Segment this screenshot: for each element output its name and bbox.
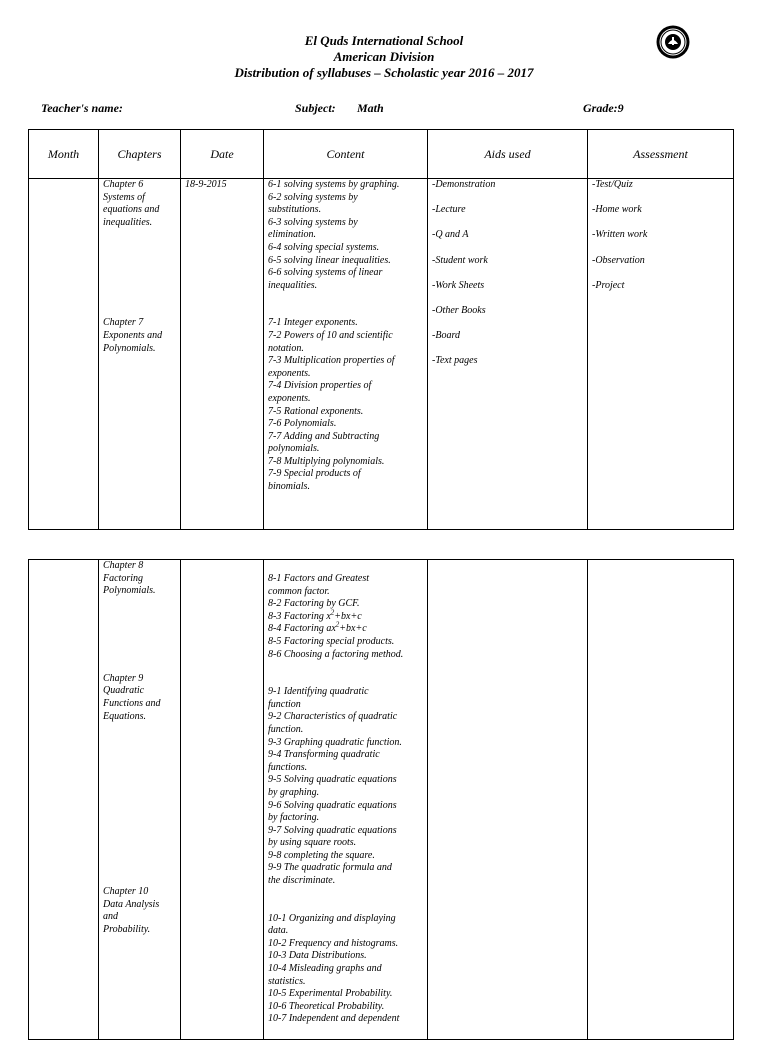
month-cell <box>29 179 99 530</box>
content-line: 7-4 Division properties of <box>268 380 372 392</box>
syllabus-table-2 <box>28 559 734 1040</box>
content-line: 7-2 Powers of 10 and scientific <box>268 329 393 341</box>
column-header-assessment: Assessment <box>588 130 734 179</box>
content-line: 10-3 Data Distributions. <box>268 950 367 962</box>
content-line: function <box>268 698 301 710</box>
content-line: 6-2 solving systems by <box>268 191 358 203</box>
month-cell <box>29 560 99 1040</box>
subject-value: Math <box>357 101 384 115</box>
content-line: 8-5 Factoring special products. <box>268 635 395 647</box>
content-cell <box>264 179 428 530</box>
column-header-chapters: Chapters <box>99 130 181 179</box>
syllabus-table-1 <box>28 129 734 530</box>
content-line: 6-6 solving systems of linear <box>268 267 383 279</box>
school-name: El Quds International School <box>304 33 464 48</box>
chapter-9 <box>103 673 176 723</box>
content-line: 10-6 Theoretical Probability. <box>268 1000 385 1012</box>
chapter-6 <box>103 179 176 229</box>
content-chapter-8 <box>268 573 423 661</box>
content-line: 9-5 Solving quadratic equations <box>268 774 397 786</box>
chapter-line: equations and <box>103 204 160 216</box>
chapter-line: Chapter 8 <box>103 560 144 571</box>
grade-label: Grade:9 <box>583 101 624 115</box>
content-line: 10-1 Organizing and displaying <box>268 912 396 924</box>
content-line: statistics. <box>268 975 306 987</box>
assessment-item: -Home work <box>592 204 642 216</box>
chapter-line: Chapter 6 <box>103 179 144 190</box>
content-line: 7-7 Adding and Subtracting <box>268 430 380 442</box>
content-line: exponents. <box>268 392 311 404</box>
chapter-line: Systems of <box>103 191 145 203</box>
content-line: functions. <box>268 761 308 773</box>
chapter-10 <box>103 886 176 936</box>
date-cell <box>181 179 264 530</box>
column-header-date: Date <box>181 130 264 179</box>
aid-item: -Lecture <box>432 204 466 216</box>
aid-item: -Text pages <box>432 355 478 367</box>
content-line: by using square roots. <box>268 837 357 849</box>
content-line: 7-1 Integer exponents. <box>268 317 358 329</box>
chapter-line: Equations. <box>103 710 147 722</box>
content-chapter-7 <box>268 317 423 493</box>
assessment-item: -Observation <box>592 254 645 266</box>
table-row <box>29 560 734 1040</box>
content-line: 9-8 completing the square. <box>268 849 375 861</box>
column-header-content: Content <box>264 130 428 179</box>
content-line: 8-6 Choosing a factoring method. <box>268 648 404 660</box>
chapter-line: inequalities. <box>103 216 153 228</box>
content-line: 10-5 Experimental Probability. <box>268 988 393 1000</box>
content-line: by graphing. <box>268 786 320 798</box>
content-text: +bx+c <box>334 610 362 622</box>
aid-item: -Q and A <box>432 229 469 241</box>
content-line: common factor. <box>268 585 330 597</box>
content-line <box>268 623 423 636</box>
content-line: binomials. <box>268 481 310 493</box>
subject-label: Subject: <box>295 101 336 115</box>
assessment-cell <box>588 560 734 1040</box>
chapters-cell <box>99 179 181 530</box>
content-line: 9-3 Graphing quadratic function. <box>268 736 402 748</box>
content-line: notation. <box>268 342 304 354</box>
assessment-item: -Test/Quiz <box>592 179 633 190</box>
aid-item: -Board <box>432 330 460 342</box>
content-line: 7-8 Multiplying polynomials. <box>268 455 385 467</box>
content-line: by factoring. <box>268 812 320 824</box>
chapter-line: Factoring <box>103 572 143 584</box>
content-line: 7-9 Special products of <box>268 468 361 480</box>
assessment-cell <box>588 179 734 530</box>
chapter-line: Probability. <box>103 923 151 935</box>
content-line: 10-4 Misleading graphs and <box>268 963 382 975</box>
column-header-month: Month <box>29 130 99 179</box>
content-line: polynomials. <box>268 443 320 455</box>
chapter-line: Polynomials. <box>103 342 156 354</box>
exponent: 2 <box>330 608 335 617</box>
content-line: 6-1 solving systems by graphing. <box>268 179 400 190</box>
content-text: 8-3 Factoring x <box>268 610 331 622</box>
content-line: 7-6 Polynomials. <box>268 418 337 430</box>
content-line: 6-3 solving systems by <box>268 216 358 228</box>
content-line: 8-1 Factors and Greatest <box>268 573 370 584</box>
date-cell <box>181 560 264 1040</box>
content-line: 7-5 Rational exponents. <box>268 405 364 417</box>
content-line: exponents. <box>268 367 311 379</box>
aid-item: -Student work <box>432 254 488 266</box>
document-title: Distribution of syllabuses – Scholastic year 2016 – 2017 <box>234 65 534 80</box>
content-cell <box>264 560 428 1040</box>
content-line: the discriminate. <box>268 875 336 887</box>
content-chapter-10 <box>268 913 423 1026</box>
document-header <box>0 33 768 81</box>
content-text: +bx+c <box>339 623 367 635</box>
table-row <box>29 179 734 530</box>
content-line: 9-7 Solving quadratic equations <box>268 824 397 836</box>
aids-cell <box>428 560 588 1040</box>
content-line: 6-4 solving special systems. <box>268 241 380 253</box>
content-line: 9-6 Solving quadratic equations <box>268 799 397 811</box>
teacher-name-label: Teacher's name: <box>41 101 123 115</box>
content-line: 6-5 solving linear inequalities. <box>268 254 391 266</box>
content-line: substitutions. <box>268 204 322 216</box>
content-line: inequalities. <box>268 279 318 291</box>
table-header-row <box>29 130 734 179</box>
aid-item: -Other Books <box>432 304 486 316</box>
content-line: 10-7 Independent and dependent <box>268 1013 400 1025</box>
school-seal-icon <box>656 25 690 59</box>
chapter-line: Data Analysis <box>103 898 160 910</box>
exponent: 2 <box>335 621 340 630</box>
chapter-line: Quadratic <box>103 685 145 697</box>
content-line: 9-9 The quadratic formula and <box>268 862 392 874</box>
chapter-line: Polynomials. <box>103 585 156 597</box>
chapter-7 <box>103 317 176 355</box>
chapter-line: and <box>103 911 118 923</box>
content-line: 9-2 Characteristics of quadratic <box>268 711 398 723</box>
chapter-line: Chapter 9 <box>103 672 144 684</box>
content-text: 8-4 Factoring ax <box>268 623 336 635</box>
content-line: 8-2 Factoring by GCF. <box>268 598 360 610</box>
division-name: American Division <box>333 49 435 64</box>
chapter-line: Exponents and <box>103 329 163 341</box>
content-line: 9-1 Identifying quadratic <box>268 686 369 698</box>
chapter-line: Chapter 7 <box>103 317 144 329</box>
chapters-cell <box>99 560 181 1040</box>
content-line: data. <box>268 925 289 937</box>
content-line: 10-2 Frequency and histograms. <box>268 937 399 949</box>
column-header-aids: Aids used <box>428 130 588 179</box>
aids-cell <box>428 179 588 530</box>
chapter-8 <box>103 560 176 598</box>
content-chapter-6 <box>268 179 423 292</box>
content-line: function. <box>268 723 304 735</box>
date-value: 18-9-2015 <box>185 179 227 190</box>
aid-item: -Demonstration <box>432 179 496 190</box>
content-line: 9-4 Transforming quadratic <box>268 749 380 761</box>
aid-item: -Work Sheets <box>432 279 485 291</box>
content-chapter-9 <box>268 686 423 888</box>
chapter-line: Chapter 10 <box>103 886 149 898</box>
content-line: elimination. <box>268 229 317 241</box>
chapter-line: Functions and <box>103 697 161 709</box>
assessment-item: -Project <box>592 279 625 291</box>
content-line: 7-3 Multiplication properties of <box>268 355 395 367</box>
content-line <box>268 608 423 624</box>
assessment-item: -Written work <box>592 229 648 241</box>
